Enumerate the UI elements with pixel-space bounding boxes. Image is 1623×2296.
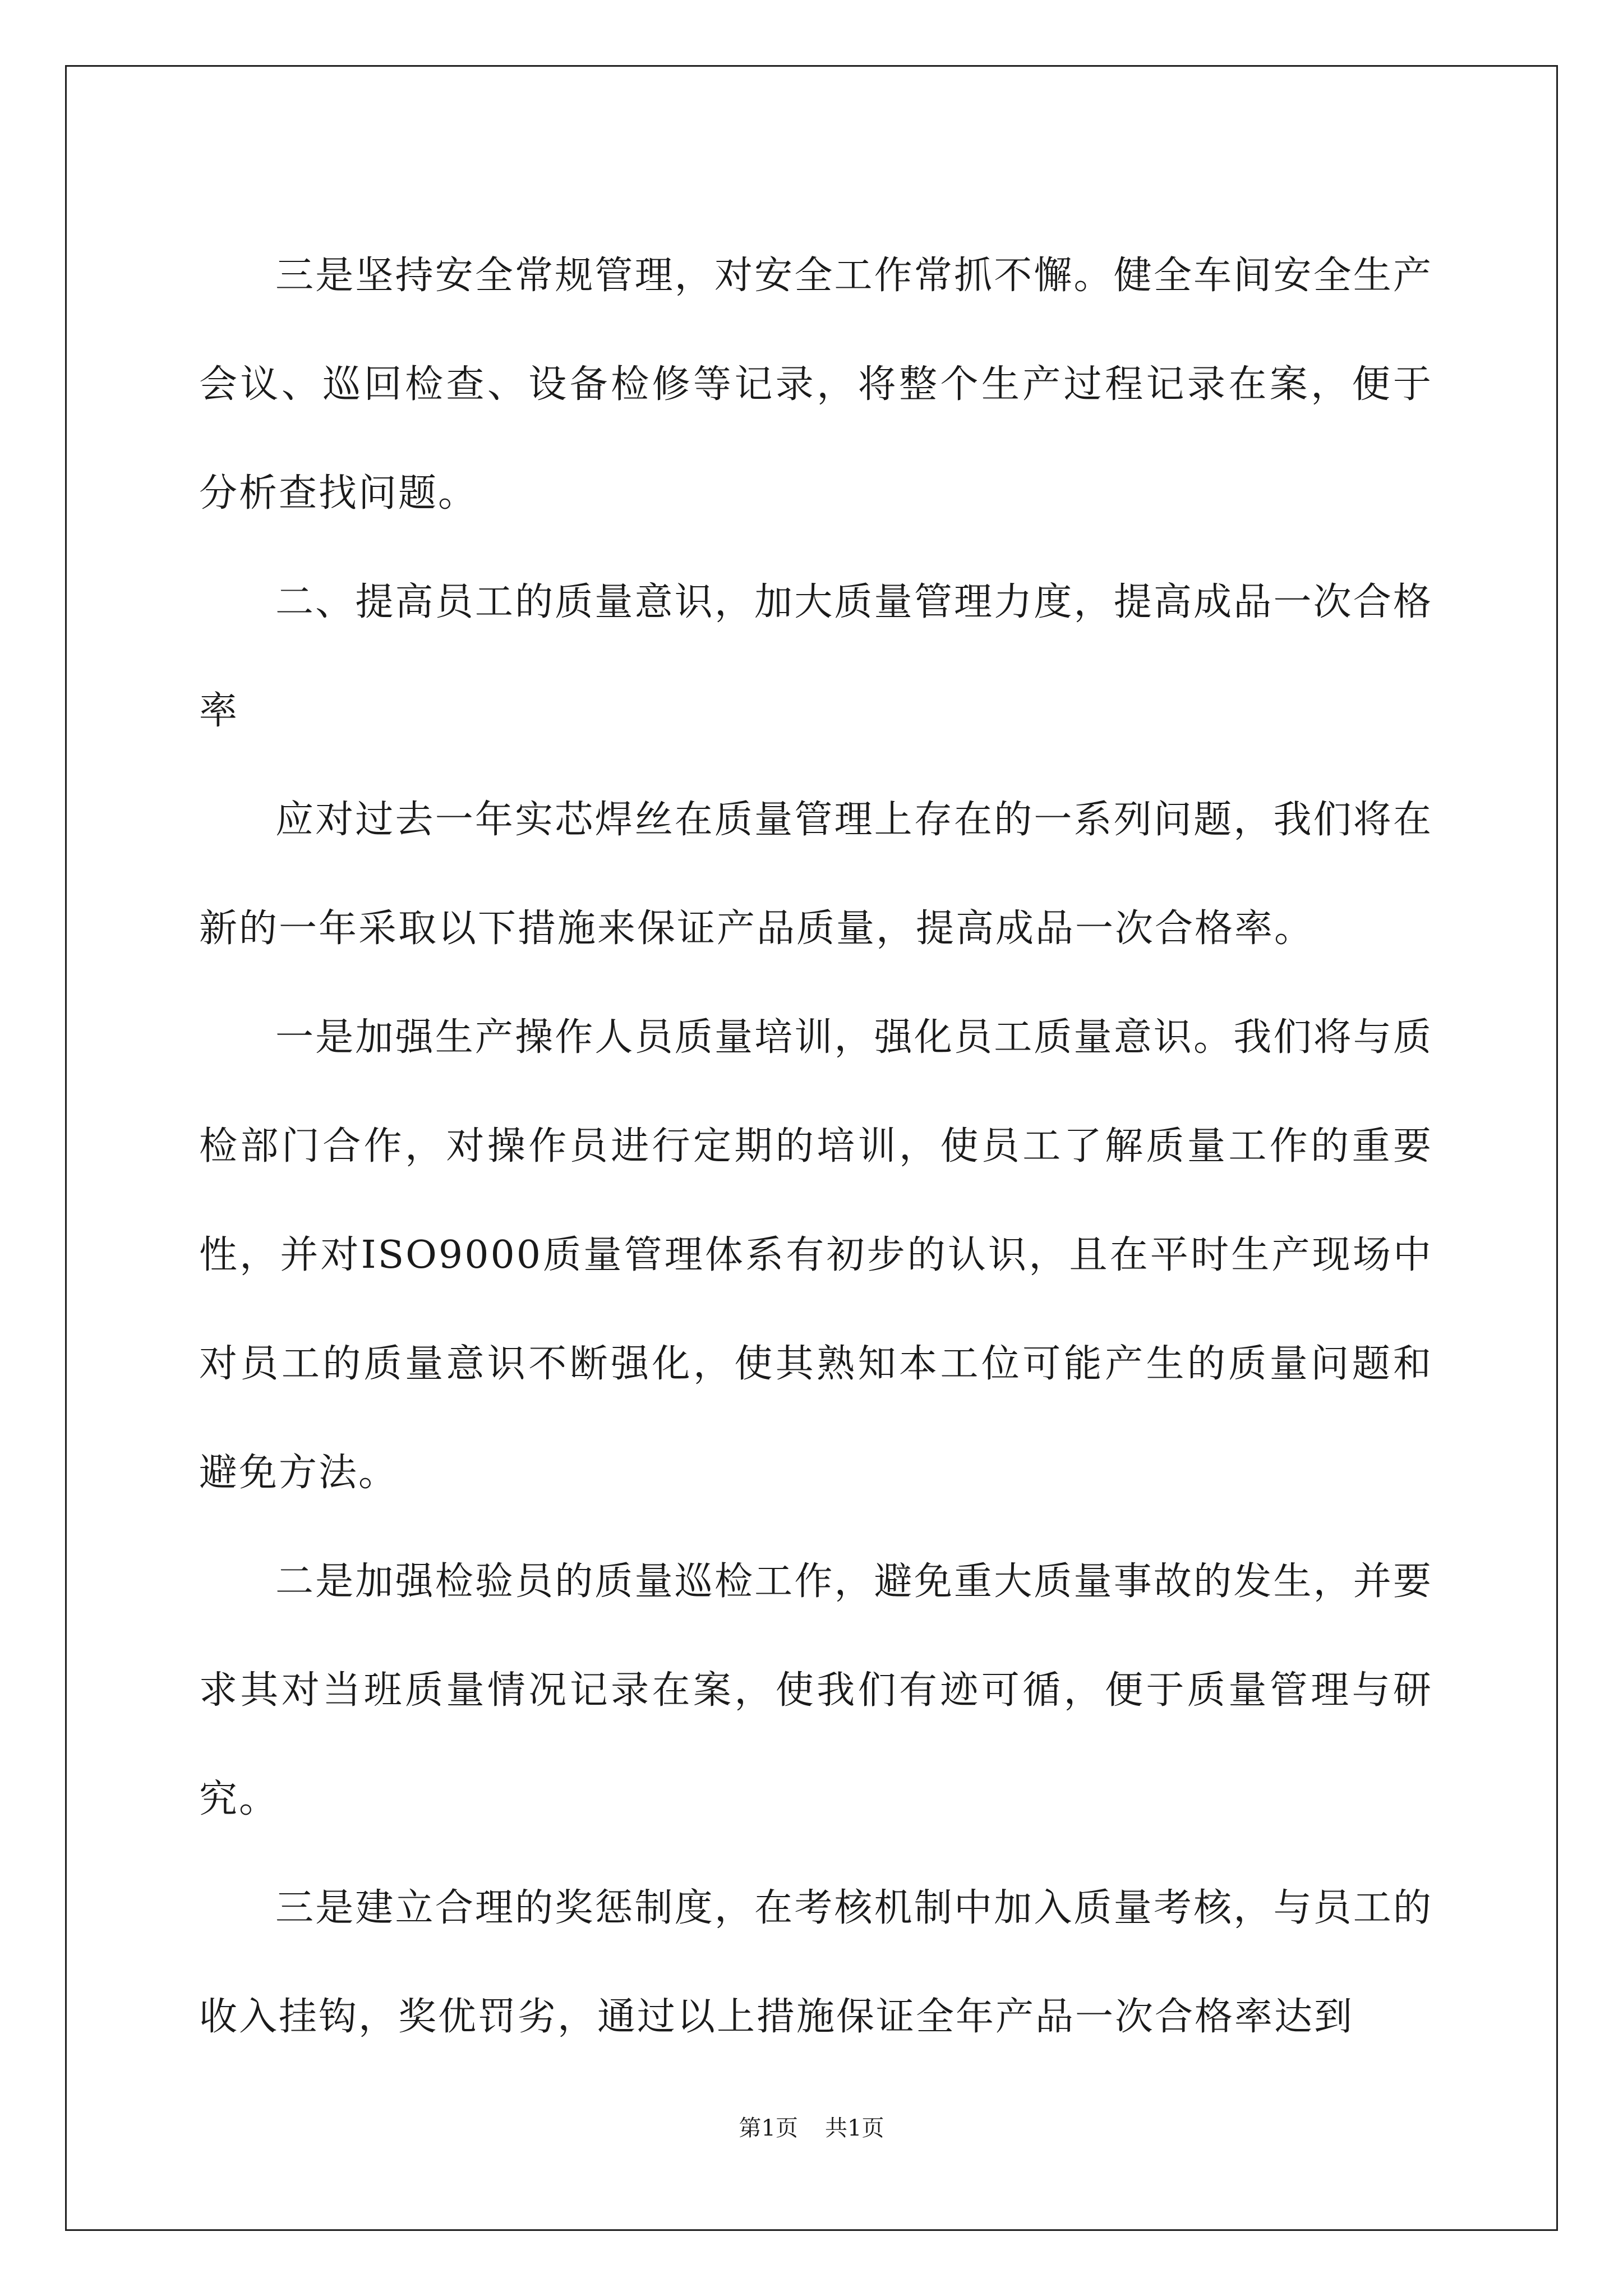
paragraph-training: 一是加强生产操作人员质量培训，强化员工质量意识。我们将与质检部门合作，对操作员进行定期的培训，使员工了解质量工作的重要性，并对ISO9000质量管理体系有初步的认识，且在平时生产现场中对员工的质量意识不断强化，使其熟知本工位可能产生的质量问题和避免方法。 xyxy=(199,1015,1433,1495)
page-number: 第1页 xyxy=(739,2115,798,2141)
paragraph-inspection: 二是加强检验员的质量巡检工作，避免重大质量事故的发生，并要求其对当班质量情况记录在案，使我们有迹可循，便于质量管理与研究。 xyxy=(199,1559,1433,1821)
section-heading-quality: 二、提高员工的质量意识，加大质量管理力度，提高成品一次合格率 xyxy=(199,580,1433,733)
document-body xyxy=(199,222,1433,2072)
paragraph-safety-management: 三是坚持安全常规管理，对安全工作常抓不懈。健全车间安全生产会议、巡回检查、设备检修等记录，将整个生产过程记录在案，便于分析查找问题。 xyxy=(199,254,1433,516)
paragraph-quality-intro: 应对过去一年实芯焊丝在质量管理上存在的一系列问题，我们将在新的一年采取以下措施来保证产品质量，提高成品一次合格率。 xyxy=(199,798,1433,951)
page-footer xyxy=(0,2113,1623,2144)
paragraph-reward-system: 三是建立合理的奖惩制度，在考核机制中加入质量考核，与员工的收入挂钩，奖优罚劣，通过以上措施保证全年产品一次合格率达到 xyxy=(199,1886,1433,2039)
page-total: 共1页 xyxy=(825,2115,884,2141)
